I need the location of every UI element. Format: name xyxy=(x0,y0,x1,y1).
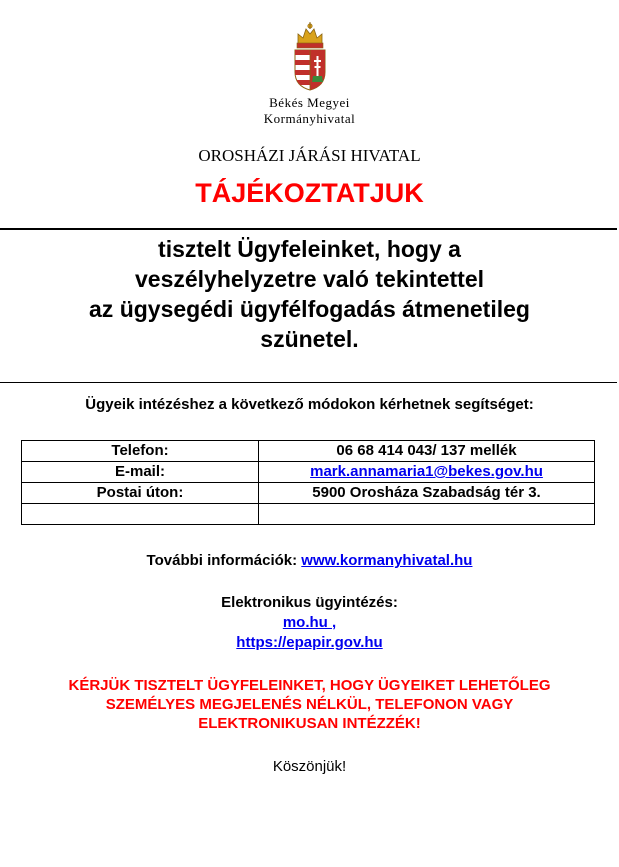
org-name-line2: Kormányhivatal xyxy=(263,111,356,126)
contact-table xyxy=(21,440,595,525)
table-row xyxy=(22,441,595,462)
coat-of-arms-logo xyxy=(289,20,331,92)
empty-cell xyxy=(22,504,259,525)
phone-value: 06 68 414 043/ 137 mellék xyxy=(259,441,595,462)
table-row xyxy=(22,462,595,483)
empty-cell xyxy=(259,504,595,525)
notice-line: az ügysegédi ügyfélfogadás átmenetileg xyxy=(89,296,530,322)
more-info-label: További információk: xyxy=(146,552,298,569)
bottom-divider xyxy=(0,382,617,383)
help-text: Ügyeik intézéshez a következő módokon kérhetnek segítséget: xyxy=(85,396,534,413)
table-row-empty xyxy=(22,504,595,525)
org-name-line1: Békés Megyei xyxy=(269,95,350,110)
notice-text xyxy=(0,234,619,354)
warning-line: ELEKTRONIKUSAN INTÉZZÉK! xyxy=(198,715,421,732)
warning-text xyxy=(0,676,619,733)
electronic-label: Elektronikus ügyintézés: xyxy=(221,594,398,611)
kormanyhivatal-link[interactable]: www.kormanyhivatal.hu xyxy=(301,552,473,569)
thanks-text: Köszönjük! xyxy=(272,758,347,775)
mohu-link[interactable]: mo.hu , xyxy=(282,614,337,631)
top-divider xyxy=(0,228,617,230)
email-link[interactable]: mark.annamaria1@bekes.gov.hu xyxy=(310,463,543,480)
email-label: E-mail: xyxy=(22,462,259,483)
notice-line: veszélyhelyzetre való tekintettel xyxy=(135,266,484,292)
post-value: 5900 Orosháza Szabadság tér 3. xyxy=(259,483,595,504)
more-info xyxy=(0,552,619,569)
phone-label: Telefon: xyxy=(22,441,259,462)
warning-line: KÉRJÜK TISZTELT ÜGYFELEINKET, HOGY ÜGYEIKET LEHETŐLEG xyxy=(68,677,551,694)
headline: TÁJÉKOZTATJUK xyxy=(195,178,424,208)
table-row xyxy=(22,483,595,504)
notice-line: tisztelt Ügyfeleinket, hogy a xyxy=(158,236,461,262)
warning-line: SZEMÉLYES MEGJELENÉS NÉLKÜL, TELEFONON VAGY xyxy=(105,696,514,713)
post-label: Postai úton: xyxy=(22,483,259,504)
office-name: OROSHÁZI JÁRÁSI HIVATAL xyxy=(198,146,421,165)
notice-line: szünetel. xyxy=(260,326,359,352)
epapir-link[interactable]: https://epapir.gov.hu xyxy=(236,634,383,651)
